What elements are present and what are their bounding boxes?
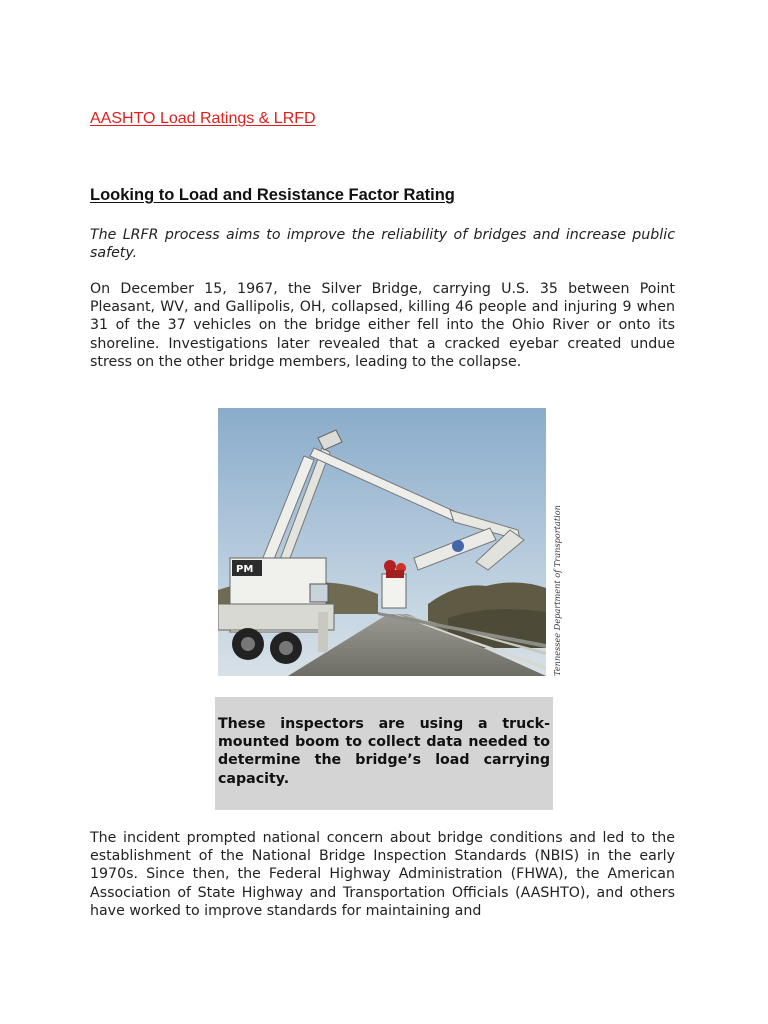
photo-credit: Tennessee Department of Transportation	[552, 505, 562, 676]
figure-caption: These inspectors are using a truck-mounted boom to collect data needed to determine the bridge’s load carrying capacity.	[218, 716, 550, 787]
truck-door-label: PM	[236, 564, 254, 575]
article-paragraph-2: The incident prompted national concern about bridge conditions and led to the establishment of the National Bridge Inspection Standards (NBIS) in the early 1970s. Since then, the Federal Highway Administration (FHWA), the American Association of State Highway and Transportation Officials (AASHTO), and others have worked to improve standards for maintaining and	[90, 830, 675, 919]
aashto-load-ratings-link[interactable]: AASHTO Load Ratings & LRFD	[90, 110, 316, 127]
article-heading: Looking to Load and Resistance Factor Rating	[90, 186, 455, 204]
bridge-inspection-photo	[218, 408, 546, 676]
article-lede: The LRFR process aims to improve the reliability of bridges and increase public safety.	[90, 227, 675, 262]
article-paragraph-1: On December 15, 1967, the Silver Bridge, carrying U.S. 35 between Point Pleasant, WV, and Gallipolis, OH, collapsed, killing 46 people and injuring 9 when 31 of the 37 vehicles on the bridge either fell into the Ohio River or onto its shoreline. Investigations later revealed that a cracked eyebar created undue stress on the other bridge members, leading to the collapse.	[90, 281, 675, 370]
figure-caption-box	[215, 697, 553, 810]
